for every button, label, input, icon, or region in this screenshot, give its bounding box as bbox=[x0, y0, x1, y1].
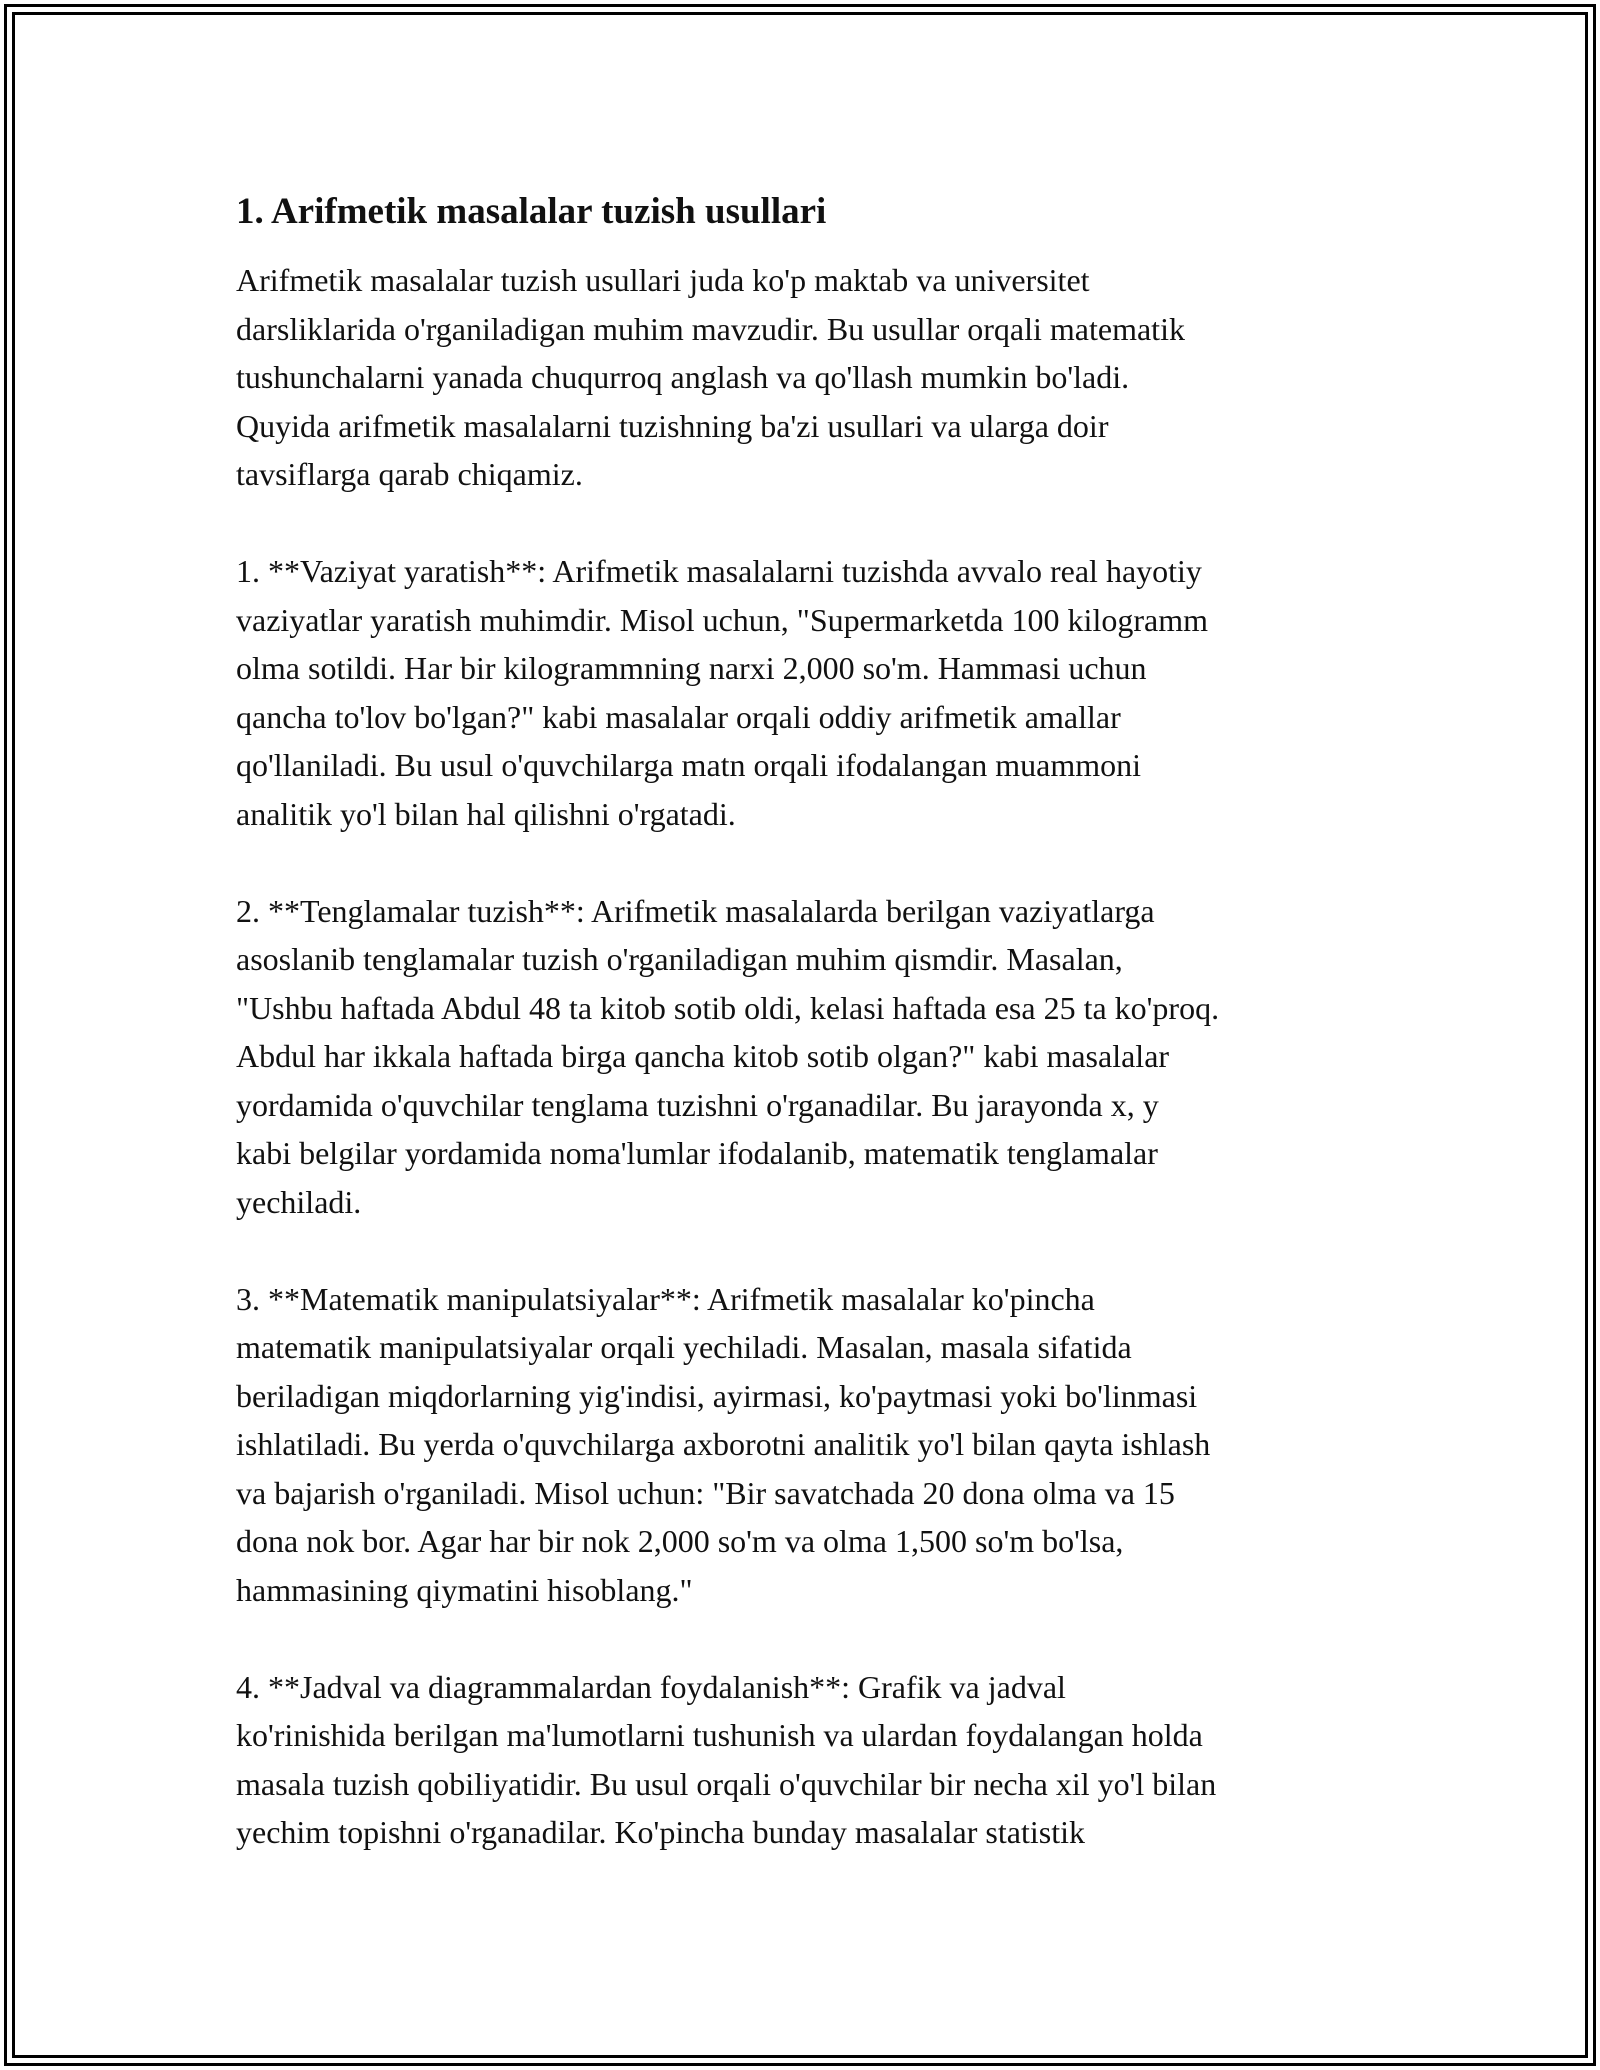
paragraph-item-2 bbox=[236, 887, 1396, 1227]
text-line: asoslanib tenglamalar tuzish o'rganiladigan muhim qismdir. Masalan, bbox=[236, 941, 1123, 977]
text-line: 1. **Vaziyat yaratish**: Arifmetik masalalarni tuzishda avvalo real hayotiy bbox=[236, 553, 1202, 589]
text-line: "Ushbu haftada Abdul 48 ta kitob sotib oldi, kelasi haftada esa 25 ta ko'proq. bbox=[236, 989, 1220, 1026]
text-line: yechiladi. bbox=[236, 1183, 362, 1220]
text-line: matematik manipulatsiyalar orqali yechiladi. Masalan, masala sifatida bbox=[236, 1329, 1132, 1365]
text-line: dona nok bor. Agar har bir nok 2,000 so'm va olma 1,500 so'm bo'lsa, bbox=[236, 1523, 1124, 1559]
section-heading: 1. Arifmetik masalalar tuzish usullari bbox=[236, 191, 827, 232]
text-line: darsliklarida o'rganiladigan muhim mavzudir. Bu usullar orqali matematik bbox=[236, 310, 1185, 347]
text-line: ishlatiladi. Bu yerda o'quvchilarga axborotni analitik yo'l bilan qayta ishlash bbox=[236, 1426, 1211, 1462]
text-line: yechim topishni o'rganadilar. Ko'pincha bunday masalalar statistik bbox=[236, 1814, 1085, 1850]
text-line: Abdul har ikkala haftada birga qancha kitob sotib olgan?" kabi masalalar bbox=[236, 1038, 1170, 1074]
text-line: Arifmetik masalalar tuzish usullari juda ko'p maktab va universitet bbox=[236, 262, 1090, 298]
text-line: 4. **Jadval va diagrammalardan foydalanish**: Grafik va jadval bbox=[236, 1668, 1066, 1705]
document-body bbox=[236, 188, 1396, 1857]
text-line: kabi belgilar yordamida noma'lumlar ifodalanib, matematik tenglamalar bbox=[236, 1135, 1158, 1171]
text-line: 3. **Matematik manipulatsiyalar**: Arifmetik masalalar ko'pincha bbox=[236, 1280, 1095, 1317]
text-line: 2. **Tenglamalar tuzish**: Arifmetik masalalarda berilgan vaziyatlarga bbox=[236, 892, 1155, 929]
text-line: hammasining qiymatini hisoblang." bbox=[236, 1571, 693, 1608]
text-line: va bajarish o'rganiladi. Misol uchun: "Bir savatchada 20 dona olma va 15 bbox=[236, 1474, 1175, 1511]
text-line: vaziyatlar yaratish muhimdir. Misol uchun, "Supermarketda 100 kilogramm bbox=[236, 601, 1208, 638]
text-line: Quyida arifmetik masalalarni tuzishning ba'zi usullari va ularga doir bbox=[236, 407, 1109, 444]
paragraph-item-3 bbox=[236, 1275, 1396, 1615]
paragraph-item-1 bbox=[236, 547, 1396, 838]
text-line: beriladigan miqdorlarning yig'indisi, ayirmasi, ko'paytmasi yoki bo'linmasi bbox=[236, 1377, 1198, 1414]
paragraph-intro bbox=[236, 256, 1396, 499]
text-line: yordamida o'quvchilar tenglama tuzishni o'rganadilar. Bu jarayonda x, y bbox=[236, 1086, 1159, 1123]
paragraph-item-4 bbox=[236, 1663, 1396, 1857]
text-line: olma sotildi. Har bir kilogrammning narxi 2,000 so'm. Hammasi uchun bbox=[236, 650, 1147, 686]
text-line: masala tuzish qobiliyatidir. Bu usul orqali o'quvchilar bir necha xil yo'l bilan bbox=[236, 1765, 1217, 1802]
text-line: ko'rinishida berilgan ma'lumotlarni tushunish va ulardan foydalangan holda bbox=[236, 1717, 1203, 1753]
text-line: tavsiflarga qarab chiqamiz. bbox=[236, 456, 583, 492]
text-line: tushunchalarni yanada chuqurroq anglash va qo'llash mumkin bo'ladi. bbox=[236, 359, 1130, 395]
text-line: analitik yo'l bilan hal qilishni o'rgatadi. bbox=[236, 795, 736, 832]
text-line: qo'llaniladi. Bu usul o'quvchilarga matn orqali ifodalangan muammoni bbox=[236, 747, 1141, 783]
text-line: qancha to'lov bo'lgan?" kabi masalalar orqali oddiy arifmetik amallar bbox=[236, 698, 1121, 735]
